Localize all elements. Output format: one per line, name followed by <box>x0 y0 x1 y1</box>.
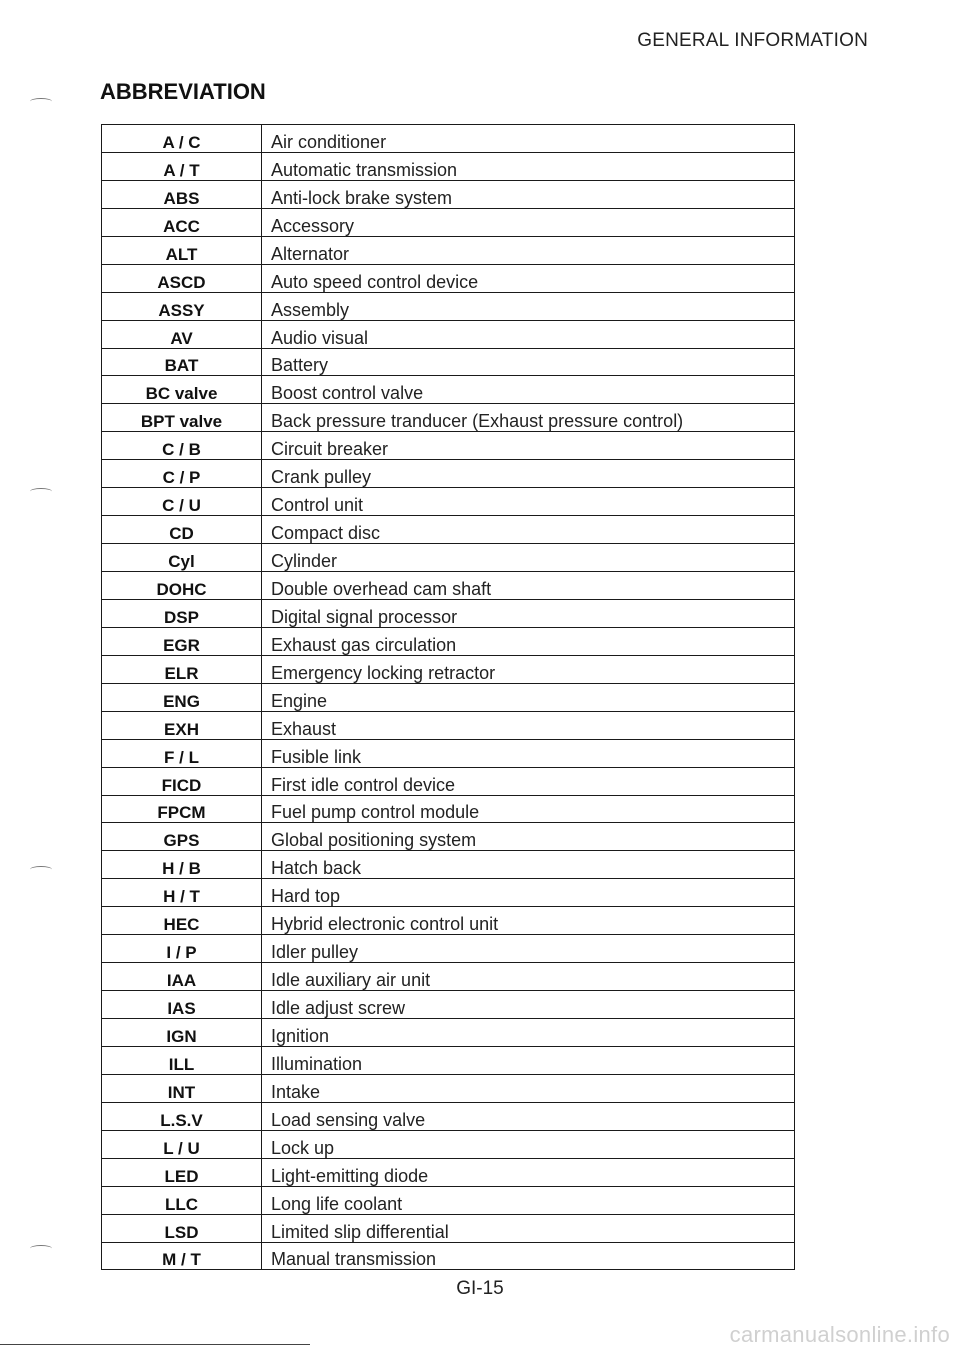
abbreviation-cell: H / B <box>102 851 262 879</box>
abbreviation-table <box>101 124 795 1270</box>
meaning-cell: Illumination <box>262 1046 795 1074</box>
meaning-cell: Back pressure tranducer (Exhaust pressure control) <box>262 404 795 432</box>
watermark: carmanualsonline.info <box>729 1322 950 1347</box>
margin-mark <box>30 866 52 873</box>
margin-mark <box>30 1245 52 1252</box>
meaning-cell: Boost control valve <box>262 376 795 404</box>
table-row <box>102 1102 795 1130</box>
abbreviation-cell: L / U <box>102 1130 262 1158</box>
abbreviation-cell: C / P <box>102 460 262 488</box>
abbreviation-cell: L.S.V <box>102 1102 262 1130</box>
meaning-cell: Idle auxiliary air unit <box>262 963 795 991</box>
table-row <box>102 795 795 823</box>
abbreviation-cell: ENG <box>102 683 262 711</box>
meaning-cell: Idler pulley <box>262 935 795 963</box>
meaning-cell: Assembly <box>262 292 795 320</box>
abbreviation-cell: IGN <box>102 1019 262 1047</box>
meaning-cell: Exhaust <box>262 711 795 739</box>
meaning-cell: Limited slip differential <box>262 1214 795 1242</box>
table-row <box>102 1186 795 1214</box>
table-row <box>102 1130 795 1158</box>
meaning-cell: Lock up <box>262 1130 795 1158</box>
meaning-cell: Light-emitting diode <box>262 1158 795 1186</box>
table-row <box>102 599 795 627</box>
abbreviation-cell: ILL <box>102 1046 262 1074</box>
abbreviation-cell: H / T <box>102 879 262 907</box>
table-row <box>102 516 795 544</box>
page-title: ABBREVIATION <box>100 79 266 104</box>
table-row <box>102 544 795 572</box>
table-row <box>102 572 795 600</box>
abbreviation-cell: I / P <box>102 935 262 963</box>
abbreviation-cell: IAA <box>102 963 262 991</box>
meaning-cell: Automatic transmission <box>262 152 795 180</box>
meaning-cell: Hard top <box>262 879 795 907</box>
meaning-cell: Exhaust gas circulation <box>262 627 795 655</box>
table-row <box>102 935 795 963</box>
table-row <box>102 264 795 292</box>
meaning-cell: Digital signal processor <box>262 599 795 627</box>
table-row <box>102 1242 795 1270</box>
abbreviation-cell: FPCM <box>102 795 262 823</box>
table-row <box>102 348 795 376</box>
table-row <box>102 627 795 655</box>
meaning-cell: Emergency locking retractor <box>262 655 795 683</box>
table-row <box>102 739 795 767</box>
table-row <box>102 711 795 739</box>
meaning-cell: Anti-lock brake system <box>262 180 795 208</box>
table-row <box>102 879 795 907</box>
table-row <box>102 907 795 935</box>
meaning-cell: Ignition <box>262 1019 795 1047</box>
table-row <box>102 1214 795 1242</box>
abbreviation-cell: LSD <box>102 1214 262 1242</box>
abbreviation-cell: Cyl <box>102 544 262 572</box>
table-row <box>102 152 795 180</box>
meaning-cell: Hatch back <box>262 851 795 879</box>
meaning-cell: Alternator <box>262 236 795 264</box>
abbreviation-cell: ALT <box>102 236 262 264</box>
abbreviation-cell: AV <box>102 320 262 348</box>
meaning-cell: First idle control device <box>262 767 795 795</box>
table-row <box>102 655 795 683</box>
abbreviation-cell: LED <box>102 1158 262 1186</box>
meaning-cell: Audio visual <box>262 320 795 348</box>
abbreviation-cell: C / U <box>102 488 262 516</box>
table-row <box>102 683 795 711</box>
abbreviation-cell: BPT valve <box>102 404 262 432</box>
table-row <box>102 432 795 460</box>
meaning-cell: Global positioning system <box>262 823 795 851</box>
abbreviation-table-body <box>102 125 795 1270</box>
abbreviation-cell: F / L <box>102 739 262 767</box>
abbreviation-cell: HEC <box>102 907 262 935</box>
table-row <box>102 1019 795 1047</box>
meaning-cell: Load sensing valve <box>262 1102 795 1130</box>
footer-rule <box>0 1344 310 1345</box>
abbreviation-cell: INT <box>102 1074 262 1102</box>
table-row <box>102 125 795 153</box>
table-row <box>102 376 795 404</box>
abbreviation-cell: EGR <box>102 627 262 655</box>
meaning-cell: Hybrid electronic control unit <box>262 907 795 935</box>
abbreviation-cell: LLC <box>102 1186 262 1214</box>
meaning-cell: Fuel pump control module <box>262 795 795 823</box>
table-row <box>102 1074 795 1102</box>
abbreviation-cell: DOHC <box>102 572 262 600</box>
table-row <box>102 460 795 488</box>
meaning-cell: Compact disc <box>262 516 795 544</box>
page-number: GI-15 <box>456 1278 504 1299</box>
table-row <box>102 823 795 851</box>
abbreviation-cell: CD <box>102 516 262 544</box>
abbreviation-cell: ACC <box>102 208 262 236</box>
meaning-cell: Air conditioner <box>262 125 795 153</box>
meaning-cell: Circuit breaker <box>262 432 795 460</box>
margin-mark <box>30 488 52 495</box>
table-row <box>102 963 795 991</box>
table-row <box>102 1046 795 1074</box>
meaning-cell: Intake <box>262 1074 795 1102</box>
meaning-cell: Manual transmission <box>262 1242 795 1270</box>
abbreviation-cell: M / T <box>102 1242 262 1270</box>
abbreviation-cell: ASSY <box>102 292 262 320</box>
abbreviation-cell: ASCD <box>102 264 262 292</box>
meaning-cell: Engine <box>262 683 795 711</box>
table-row <box>102 1158 795 1186</box>
abbreviation-cell: A / C <box>102 125 262 153</box>
abbreviation-cell: GPS <box>102 823 262 851</box>
abbreviation-cell: EXH <box>102 711 262 739</box>
table-row <box>102 208 795 236</box>
table-row <box>102 851 795 879</box>
meaning-cell: Long life coolant <box>262 1186 795 1214</box>
meaning-cell: Fusible link <box>262 739 795 767</box>
meaning-cell: Cylinder <box>262 544 795 572</box>
meaning-cell: Idle adjust screw <box>262 991 795 1019</box>
abbreviation-cell: ABS <box>102 180 262 208</box>
table-row <box>102 991 795 1019</box>
margin-mark <box>30 98 52 105</box>
section-header: GENERAL INFORMATION <box>637 30 868 51</box>
meaning-cell: Accessory <box>262 208 795 236</box>
table-row <box>102 180 795 208</box>
meaning-cell: Crank pulley <box>262 460 795 488</box>
abbreviation-cell: ELR <box>102 655 262 683</box>
abbreviation-cell: FICD <box>102 767 262 795</box>
abbreviation-cell: C / B <box>102 432 262 460</box>
table-row <box>102 404 795 432</box>
abbreviation-cell: A / T <box>102 152 262 180</box>
table-row <box>102 488 795 516</box>
table-row <box>102 320 795 348</box>
abbreviation-cell: DSP <box>102 599 262 627</box>
meaning-cell: Double overhead cam shaft <box>262 572 795 600</box>
table-row <box>102 236 795 264</box>
meaning-cell: Battery <box>262 348 795 376</box>
abbreviation-cell: IAS <box>102 991 262 1019</box>
table-row <box>102 767 795 795</box>
meaning-cell: Control unit <box>262 488 795 516</box>
meaning-cell: Auto speed control device <box>262 264 795 292</box>
table-row <box>102 292 795 320</box>
abbreviation-cell: BAT <box>102 348 262 376</box>
abbreviation-cell: BC valve <box>102 376 262 404</box>
